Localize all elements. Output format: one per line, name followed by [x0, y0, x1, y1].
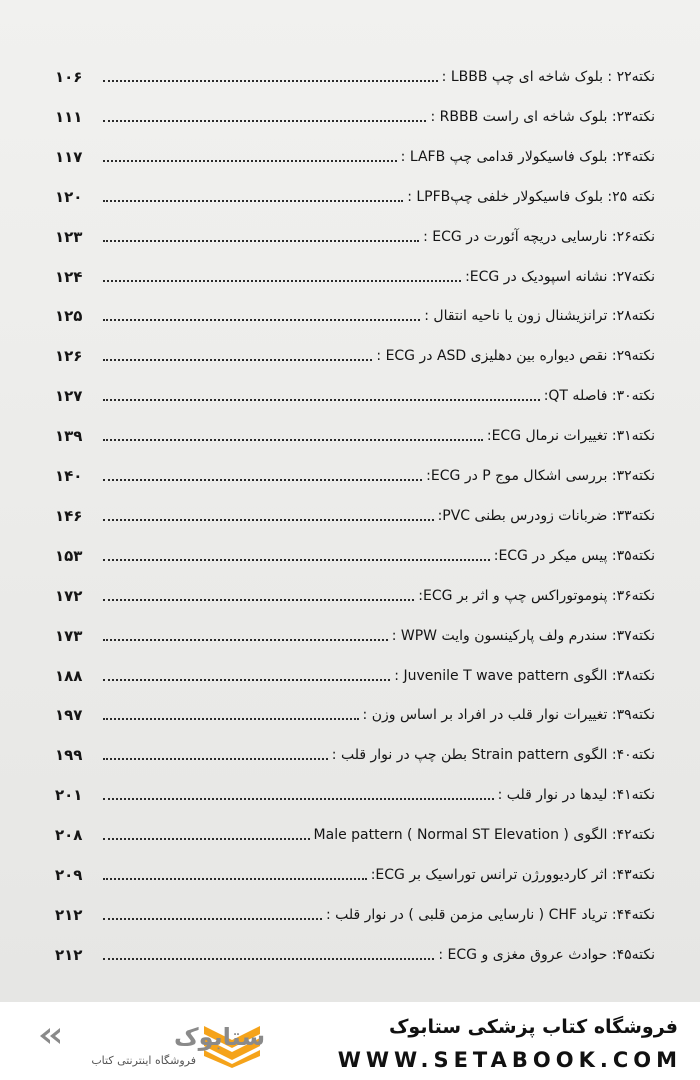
dot-leader: [103, 398, 540, 401]
dot-leader: [103, 797, 494, 800]
toc-entry-title: نکته۳۳: ضربانات زودرس بطنی PVC:: [437, 507, 655, 524]
toc-entry-title: نکته۴۳: اثر کاردیوورژن ترانس توراسیک بر ECG:: [370, 867, 655, 883]
toc-entry: [55, 417, 655, 447]
logo-tagline: فروشگاه اینترنتی کتاب: [91, 1054, 196, 1067]
toc-entry: [55, 497, 655, 527]
toc-entry: [55, 258, 655, 288]
toc-entry-title: نکته۲۹: نقص دیواره بین دهلیزی ASD در ECG :: [376, 348, 655, 365]
toc-entry: [55, 98, 655, 128]
toc-page-number: ۲۱۲: [55, 945, 83, 964]
toc-entry: [55, 178, 655, 208]
toc-page-number: ۱۴۶: [55, 506, 83, 525]
toc-entry: [55, 776, 655, 806]
toc-entry: [55, 896, 655, 926]
dot-leader: [103, 717, 359, 720]
toc-entry-title: نکته۳۸: الگوی Juvenile T wave pattern :: [394, 667, 655, 684]
dot-leader: [103, 438, 483, 441]
toc-entry: [55, 297, 655, 327]
toc-entry-title: نکته۴۵: حوادث عروق مغزی و ECG :: [438, 946, 655, 963]
toc-entry-title: نکته۴۱: لیدها در نوار قلب :: [497, 787, 655, 804]
dot-leader: [103, 119, 426, 122]
toc-page-number: ۱۹۷: [55, 706, 83, 725]
toc-entry-title: نکته۳۹: تغییرات نوار قلب در افراد بر اساس وزن :: [362, 707, 655, 724]
toc-page-number: ۱۳۹: [55, 427, 83, 446]
toc-page-number: ۲۱۲: [55, 905, 83, 924]
dot-leader: [103, 957, 434, 960]
toc-page-number: ۱۲۴: [55, 267, 83, 286]
toc-entry: [55, 736, 655, 766]
toc-page-number: ۲۰۹: [55, 866, 83, 884]
toc-page-number: ۱۲۷: [55, 387, 83, 406]
dot-leader: [103, 199, 403, 202]
store-name: فروشگاه کتاب پزشکی ستابوک: [388, 1016, 678, 1038]
toc-entry-title: نکته۲۶: نارسایی دریچه آئورت در ECG :: [423, 228, 655, 245]
dot-leader: [103, 239, 419, 242]
toc-entry: [55, 856, 655, 886]
dot-leader: [103, 678, 390, 681]
toc-entry-title: نکته۲۸: ترانزیشنال زون یا ناحیه انتقال :: [424, 308, 655, 325]
setabook-wordmark-logo: [38, 1020, 266, 1052]
toc-page-number: ۱۲۵: [55, 307, 83, 326]
toc-page-number: ۱۱۷: [55, 147, 83, 166]
toc-entry: [55, 377, 655, 407]
toc-entry-title: نکته۳۱: تغییرات نرمال ECG:: [486, 428, 655, 445]
toc-page-number: ۲۰۱: [55, 786, 83, 805]
dot-leader: [103, 318, 420, 321]
toc-entry: [55, 657, 655, 687]
dot-leader: [103, 478, 422, 481]
toc-entry-title: نکته۳۷: سندرم ولف پارکینسون وایت WPW :: [391, 627, 655, 644]
toc-entry: [55, 218, 655, 248]
dot-leader: [103, 837, 310, 840]
toc-entry: [55, 337, 655, 367]
toc-entry-title: نکته۳۲: بررسی اشکال موج P در ECG:: [426, 468, 655, 484]
toc-entry: [55, 138, 655, 168]
dot-leader: [103, 159, 397, 162]
toc-page-number: ۱۲۳: [55, 227, 83, 246]
logo-wordmark-text: ستابوک: [174, 1023, 266, 1051]
toc-entry-title: نکته۴۴: ترياد CHF ( نارسایی مزمن قلبی ) در نوار قلب :: [325, 906, 655, 923]
toc-page-number: ۱۵۳: [55, 546, 83, 565]
toc-page-number: ۱۷۳: [55, 626, 83, 645]
toc-entry: [55, 617, 655, 647]
store-footer: [0, 1002, 700, 1080]
dot-leader: [103, 79, 438, 82]
toc-entry: [55, 816, 655, 846]
dot-leader: [103, 638, 388, 641]
toc-page-number: ۲۰۸: [55, 826, 83, 845]
toc-entry: [55, 577, 655, 607]
toc-page-number: ۱۲۰: [55, 187, 83, 206]
toc-entry-title: نکته۳۰: فاصله QT:: [543, 388, 655, 405]
store-url[interactable]: WWW.SETABOOK.COM: [337, 1048, 682, 1072]
dot-leader: [103, 279, 461, 282]
toc-page-number: ۱۲۶: [55, 347, 83, 366]
dot-leader: [103, 358, 372, 361]
toc-page-number: ۱۴۰: [55, 467, 83, 485]
toc-entry: [55, 537, 655, 567]
toc-page-number: ۱۰۶: [55, 68, 83, 86]
dot-leader: [103, 757, 328, 760]
toc-page-number: ۱۸۸: [55, 666, 83, 685]
toc-page-number: ۱۹۹: [55, 746, 83, 765]
toc-entry-title: نکته ۲۵: بلوک فاسیکولار خلفی چپLPFB :: [407, 188, 655, 205]
dot-leader: [103, 598, 414, 601]
toc-entry-title: نکته۲۲ : بلوک شاخه ای چپ LBBB :: [441, 69, 655, 85]
dot-leader: [103, 877, 367, 880]
toc-entry: [55, 696, 655, 726]
dot-leader: [103, 518, 434, 521]
toc-entry-title: نکته۲۳: بلوک شاخه ای راست RBBB :: [430, 108, 655, 125]
toc-entry-title: نکته۲۴: بلوک فاسیکولار قدامی چپ LAFB :: [400, 148, 655, 165]
toc-entry-title: نکته۴۰: الگوی Strain pattern بطن چپ در نوار قلب :: [331, 747, 655, 764]
toc-page-number: ۱۷۲: [55, 586, 83, 605]
dot-leader: [103, 917, 322, 920]
toc-entry: [55, 58, 655, 88]
toc-entry: [55, 457, 655, 487]
toc-entry-title: نکته۴۲: الگوی Male pattern ( Normal ST Elevation ): [313, 827, 655, 844]
toc-entry-title: نکته۳۶: پنوموتوراکس چپ و اثر بر ECG:: [418, 587, 655, 604]
toc-page-number: ۱۱۱: [55, 107, 83, 126]
toc-entry: [55, 936, 655, 966]
toc-entry-title: نکته۳۵: پیس میکر در ECG:: [493, 547, 655, 564]
toc-entry-title: نکته۲۷: نشانه اسپودیک در ECG:: [465, 268, 655, 285]
dot-leader: [103, 558, 490, 561]
